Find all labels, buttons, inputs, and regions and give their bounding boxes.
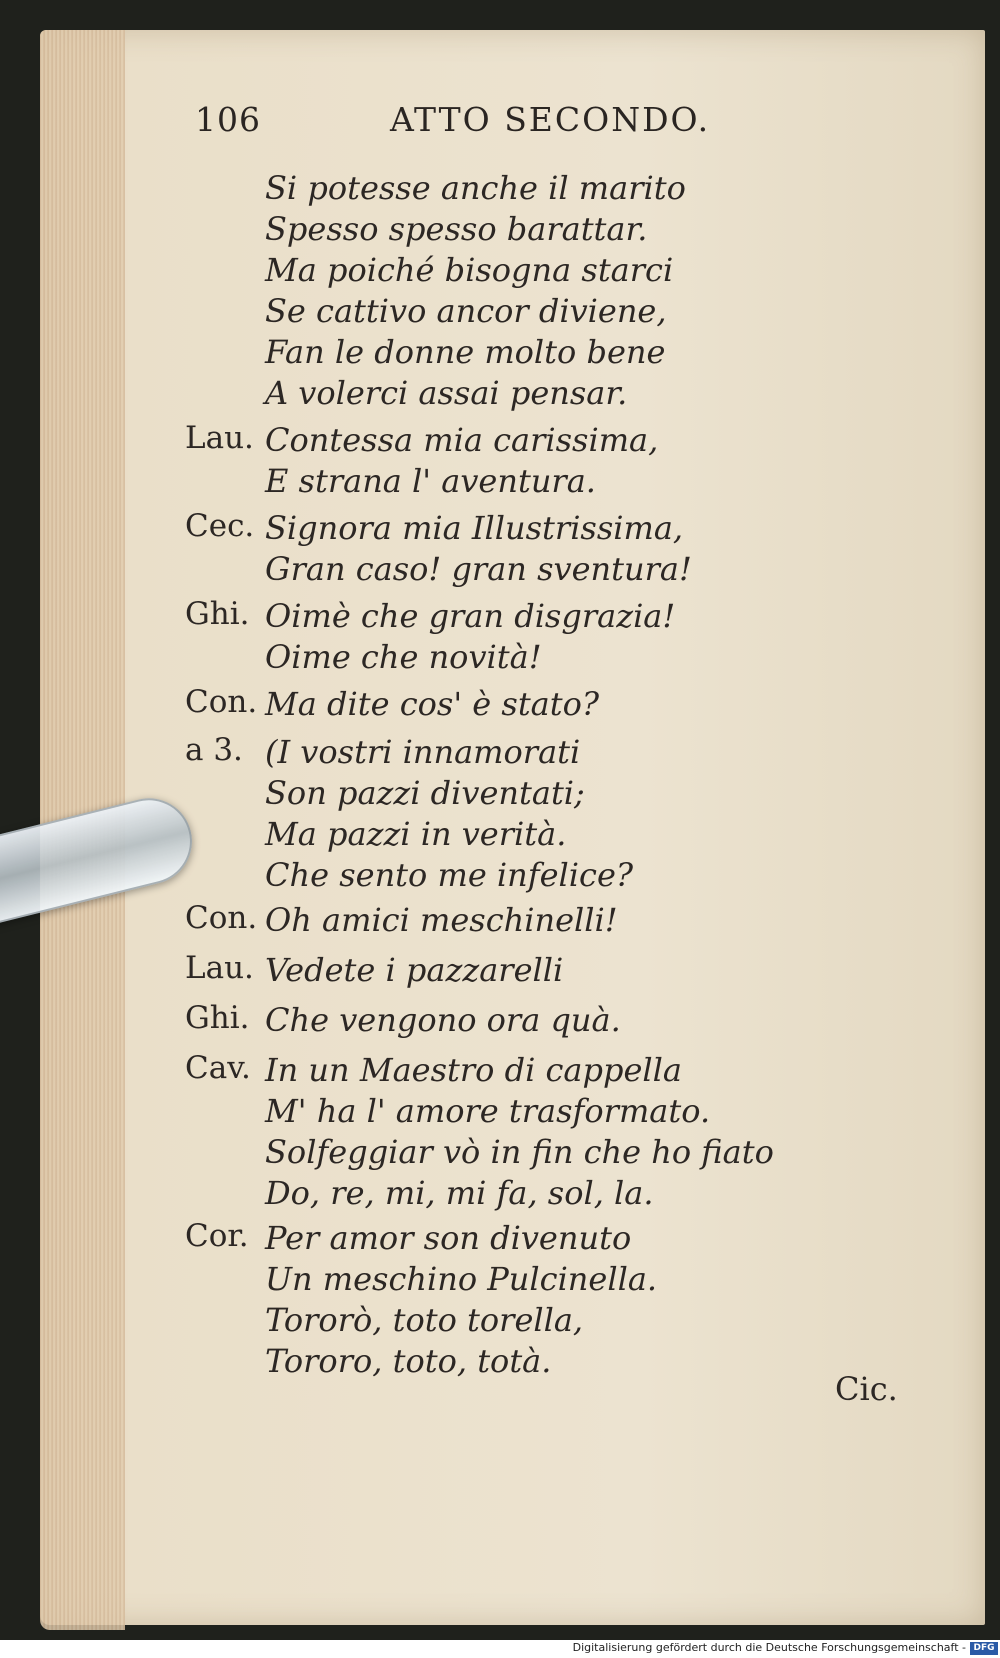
verse-line: Fan le donne molto bene	[265, 333, 666, 371]
speaker-label: Cav.	[185, 1050, 251, 1086]
verse-line: Gran caso! gran sventura!	[265, 550, 692, 588]
page-header	[195, 100, 715, 150]
verse-line: Solfeggiar vò in fin che ho fiato	[265, 1133, 774, 1171]
speaker-label: a 3.	[185, 732, 243, 768]
verse-line: Si potesse anche il marito	[265, 169, 686, 207]
speaker-label: Ghi.	[185, 596, 250, 632]
verse-line: Oh amici meschinelli!	[265, 901, 618, 939]
verse-line: E strana l' aventura.	[265, 462, 596, 500]
verse-line: Son pazzi diventati;	[265, 774, 585, 812]
verse-line: Se cattivo ancor diviene,	[265, 292, 667, 330]
verse-line: Oimè che gran disgrazia!	[265, 597, 676, 635]
verse-line: Vedete i pazzarelli	[265, 951, 564, 989]
page-number: 106	[195, 100, 261, 139]
verse-line: In un Maestro di cappella	[265, 1051, 682, 1089]
speaker-label: Con.	[185, 900, 258, 936]
verse-line: Signora mia Illustrissima,	[265, 509, 684, 547]
running-title: ATTO SECONDO.	[390, 100, 711, 139]
verse-line: Ma poiché bisogna starci	[265, 251, 674, 289]
funding-notice: Digitalisierung gefördert durch die Deutsche Forschungsgemeinschaft -	[572, 1641, 966, 1654]
speaker-label: Cec.	[185, 508, 255, 544]
verse-line: Do, re, mi, mi fa, sol, la.	[265, 1174, 654, 1212]
verse-line: Ma dite cos' è stato?	[265, 685, 600, 723]
verse-line: M' ha l' amore trasformato.	[265, 1092, 711, 1130]
dfg-logo: DFG	[970, 1642, 998, 1655]
verse-line: Spesso spesso barattar.	[265, 210, 648, 248]
catchword: Cic.	[835, 1370, 898, 1408]
speaker-label: Lau.	[185, 950, 254, 986]
speaker-label: Con.	[185, 684, 258, 720]
verse-line: Che vengono ora quà.	[265, 1001, 621, 1039]
verse-line: Contessa mia carissima,	[265, 421, 659, 459]
verse-line: Per amor son divenuto	[265, 1219, 632, 1257]
verse-line: Tororò, toto torella,	[265, 1301, 584, 1339]
speaker-label: Ghi.	[185, 1000, 250, 1036]
verse-line: Un meschino Pulcinella.	[265, 1260, 658, 1298]
speaker-label: Lau.	[185, 420, 254, 456]
speaker-label: Cor.	[185, 1218, 249, 1254]
verse-line: Oime che novità!	[265, 638, 542, 676]
verse-line: (I vostri innamorati	[265, 733, 581, 771]
verse-line: Tororo, toto, totà.	[265, 1342, 552, 1380]
verse-line: Ma pazzi in verità.	[265, 815, 567, 853]
verse-line: Che sento me infelice?	[265, 856, 634, 894]
verse-line: A volerci assai pensar.	[265, 374, 628, 412]
